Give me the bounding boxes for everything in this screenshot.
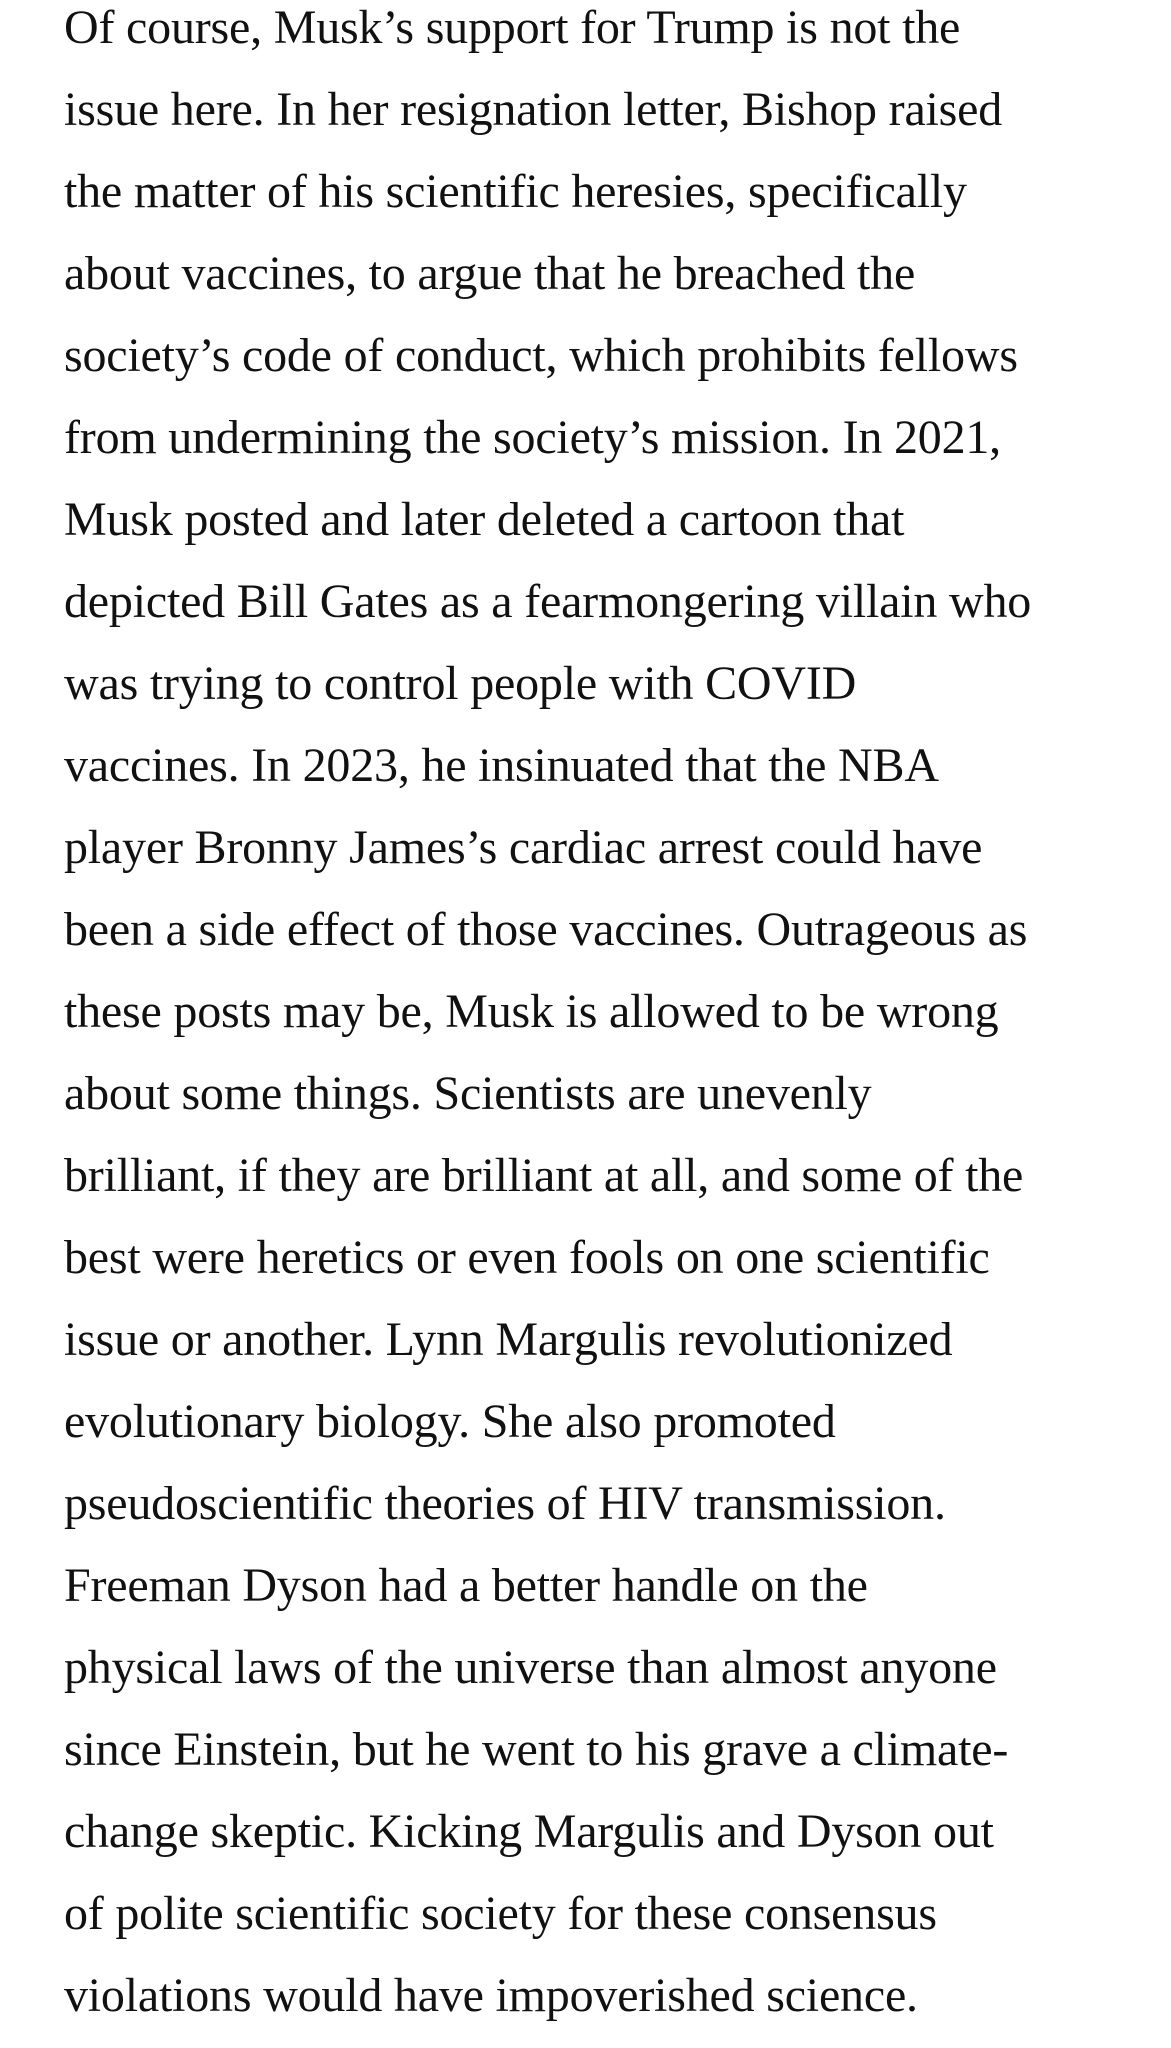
paragraph-line: about some things. Scientists are unevenly	[64, 1067, 872, 1120]
paragraph-line: evolutionary biology. She also promoted	[64, 1395, 836, 1448]
paragraph-line: of polite scientific society for these consensus	[64, 1887, 937, 1940]
paragraph-line: pseudoscientific theories of HIV transmission.	[64, 1477, 946, 1530]
paragraph-line: Of course, Musk’s support for Trump is not the	[64, 1, 961, 54]
paragraph-line: best were heretics or even fools on one scientific	[64, 1231, 990, 1284]
paragraph-line: been a side effect of those vaccines. Outrageous as	[64, 903, 1028, 956]
paragraph-line: these posts may be, Musk is allowed to be wrong	[64, 985, 999, 1038]
paragraph-line: society’s code of conduct, which prohibits fellows	[64, 329, 1018, 382]
paragraph-line: the matter of his scientific heresies, specifically	[64, 165, 967, 218]
paragraph-line: change skeptic. Kicking Margulis and Dyson out	[64, 1805, 994, 1858]
paragraph-line: Freeman Dyson had a better handle on the	[64, 1559, 868, 1612]
paragraph-line: Musk posted and later deleted a cartoon that	[64, 493, 905, 546]
article-paragraph	[64, 0, 1164, 2048]
paragraph-line: about vaccines, to argue that he breached the	[64, 247, 916, 300]
paragraph-line: issue here. In her resignation letter, Bishop raised	[64, 83, 1003, 136]
paragraph-line: was trying to control people with COVID	[64, 657, 857, 710]
paragraph-line: violations would have impoverished science.	[64, 1969, 918, 2022]
paragraph-line: physical laws of the universe than almost anyone	[64, 1641, 997, 1694]
paragraph-line: from undermining the society’s mission. In 2021,	[64, 411, 1001, 464]
paragraph-line: issue or another. Lynn Margulis revolutionized	[64, 1313, 953, 1366]
paragraph-line: brilliant, if they are brilliant at all, and some of the	[64, 1149, 1024, 1202]
paragraph-line: depicted Bill Gates as a fearmongering villain who	[64, 575, 1032, 628]
paragraph-line: player Bronny James’s cardiac arrest could have	[64, 821, 983, 874]
paragraph-line: since Einstein, but he went to his grave a climate-	[64, 1723, 1009, 1776]
paragraph-line: vaccines. In 2023, he insinuated that the NBA	[64, 739, 939, 792]
